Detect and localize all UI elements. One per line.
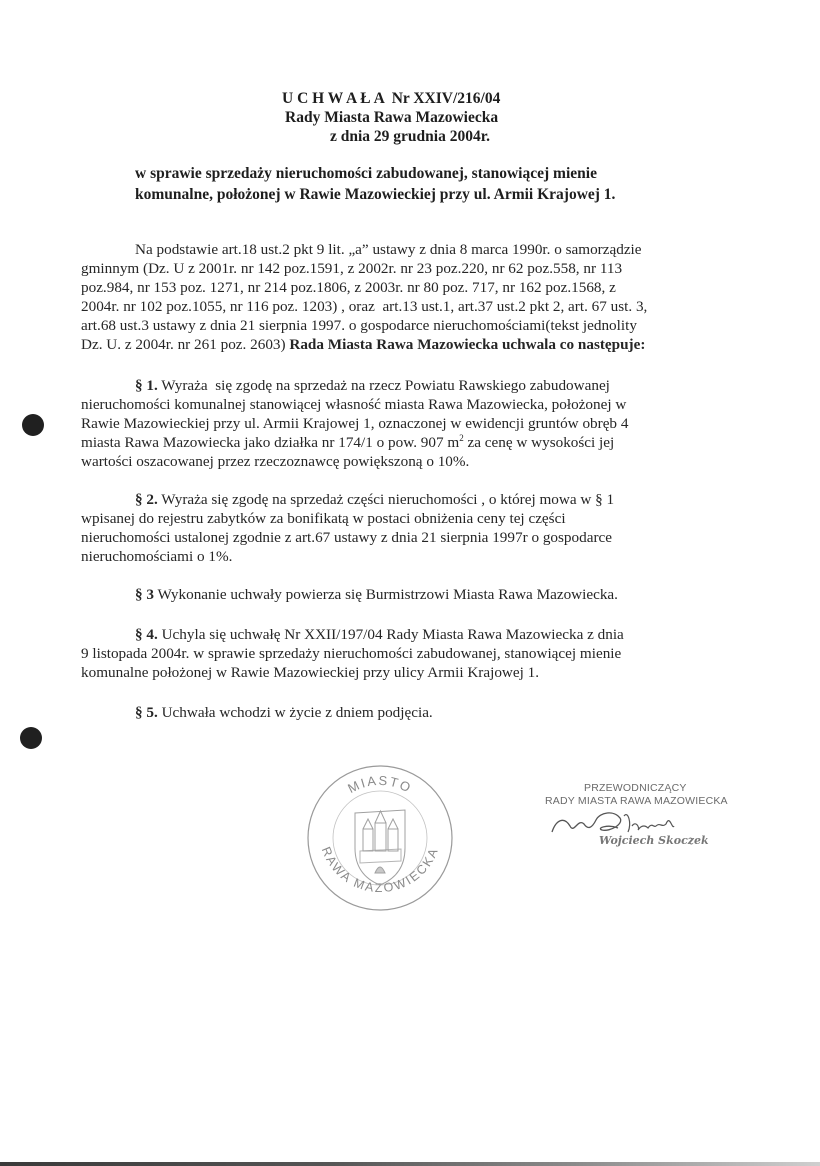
signature-role: PRZEWODNICZĄCY bbox=[584, 782, 687, 794]
superscript: 2 bbox=[459, 432, 464, 443]
section-2-text: Wyraża się zgodę na sprzedaż części nieruchomości , o której mowa w § 1 bbox=[157, 491, 615, 508]
section-2-line-1 bbox=[135, 490, 614, 509]
section-3-mark: § 3 bbox=[135, 586, 154, 603]
resolution-title: U C H W A Ł A Nr XXIV/216/04 bbox=[282, 90, 501, 107]
resolution-date: z dnia 29 grudnia 2004r. bbox=[330, 128, 491, 145]
section-1-area-text: miasta Rawa Mazowiecka jako działka nr 174/1 o pow. 907 m bbox=[81, 434, 460, 451]
section-1-line-3: Rawie Mazowieckiej przy ul. Armii Krajowej 1, oznaczonej w ewidencji gruntów obręb 4 bbox=[81, 415, 629, 432]
section-1-line-5: wartości oszacowanej przez rzeczoznawcę powiększoną o 10%. bbox=[81, 453, 470, 470]
section-3-line-1 bbox=[135, 585, 618, 604]
resolution-council: Rady Miasta Rawa Mazowiecka bbox=[285, 109, 499, 126]
preamble-citation: Dz. U. z 2004r. nr 261 poz. 2603) bbox=[81, 336, 290, 353]
coat-of-arms-icon bbox=[355, 810, 405, 885]
section-1-line-4 bbox=[81, 433, 614, 452]
section-1-line-1 bbox=[135, 376, 610, 395]
section-5-line-1 bbox=[135, 703, 433, 722]
signatory-name: Wojciech Skoczek bbox=[599, 834, 709, 847]
section-4-text: Uchyla się uchwałę Nr XXII/197/04 Rady Miasta Rawa Mazowiecka z dnia bbox=[157, 626, 624, 643]
preamble-line: poz.984, nr 153 poz. 1271, nr 214 poz.1806, z 2003r. nr 80 poz. 717, nr 162 poz.1568, z bbox=[81, 279, 616, 296]
section-2-line-3: nieruchomości ustalonej zgodnie z art.67 ustawy z dnia 21 sierpnia 1997r o gospodarce bbox=[81, 529, 612, 546]
section-3-text: Wykonanie uchwały powierza się Burmistrzowi Miasta Rawa Mazowiecka. bbox=[153, 586, 618, 603]
punch-hole-bottom bbox=[20, 727, 42, 749]
section-4-mark: § 4. bbox=[135, 626, 158, 643]
punch-hole-top bbox=[22, 414, 44, 436]
signature-council: RADY MIASTA RAWA MAZOWIECKA bbox=[545, 795, 728, 807]
seal-bottom-text: RAWA MAZOWIECKA bbox=[318, 844, 442, 896]
section-1-mark: § 1. bbox=[135, 377, 158, 394]
enacting-clause: Rada Miasta Rawa Mazowiecka uchwala co następuje: bbox=[289, 336, 646, 353]
section-2-line-4: nieruchomościami o 1%. bbox=[81, 548, 233, 565]
section-1-price-text: za cenę w wysokości jej bbox=[463, 434, 615, 451]
preamble-line: art.68 ust.3 ustawy z dnia 21 sierpnia 1997. o gospodarce nieruchomościami(tekst jednolity bbox=[81, 317, 637, 334]
section-4-line-3: komunalne położonej w Rawie Mazowieckiej przy ulicy Armii Krajowej 1. bbox=[81, 664, 540, 681]
section-1-line-2: nieruchomości komunalnej stanowiącej własność miasta Rawa Mazowiecka, położonej w bbox=[81, 396, 627, 413]
preamble-line: Na podstawie art.18 ust.2 pkt 9 lit. „a” ustawy z dnia 8 marca 1990r. o samorządzie bbox=[135, 241, 642, 258]
section-4-line-1 bbox=[135, 625, 624, 644]
section-4-line-2: 9 listopada 2004r. w sprawie sprzedaży nieruchomości zabudowanej, stanowiącej mienie bbox=[81, 645, 622, 662]
section-5-mark: § 5. bbox=[135, 704, 158, 721]
subject-line-2: komunalne, położonej w Rawie Mazowieckiej przy ul. Armii Krajowej 1. bbox=[135, 186, 616, 203]
section-1-text: Wyraża się zgodę na sprzedaż na rzecz Powiatu Rawskiego zabudowanej bbox=[157, 377, 610, 394]
preamble-last-line bbox=[81, 335, 645, 354]
preamble-line: gminnym (Dz. U z 2001r. nr 142 poz.1591, z 2002r. nr 23 poz.220, nr 62 poz.558, nr 113 bbox=[81, 260, 623, 277]
section-5-text: Uchwała wchodzi w życie z dniem podjęcia. bbox=[157, 704, 433, 721]
scan-edge-shadow bbox=[0, 1162, 820, 1166]
city-seal bbox=[305, 763, 455, 913]
preamble-line: 2004r. nr 102 poz.1055, nr 116 poz. 1203) , oraz art.13 ust.1, art.37 ust.2 pkt 2, art. 67 ust. 3, bbox=[81, 298, 648, 315]
seal-top-text: MIASTO bbox=[345, 772, 415, 797]
section-2-mark: § 2. bbox=[135, 491, 158, 508]
subject-line-1: w sprawie sprzedaży nieruchomości zabudowanej, stanowiącej mienie bbox=[135, 165, 597, 182]
section-2-line-2: wpisanej do rejestru zabytków za bonifikatą w postaci obniżenia ceny tej części bbox=[81, 510, 566, 527]
